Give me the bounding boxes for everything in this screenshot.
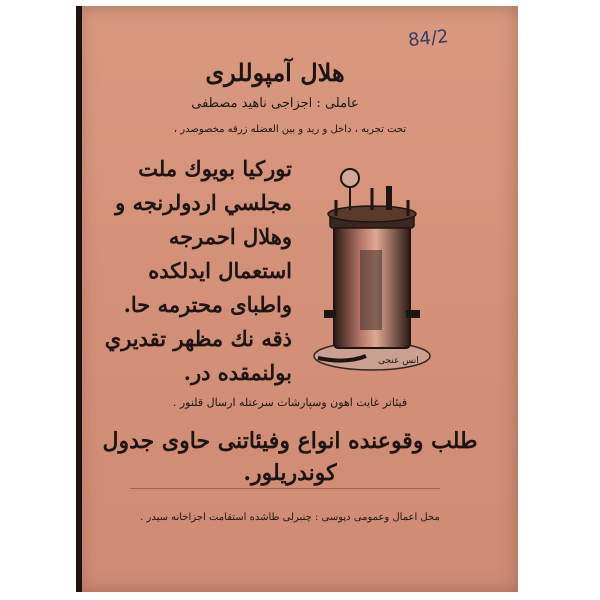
autoclave-illustration xyxy=(306,160,436,380)
tested-line: تحت تجربه ، داخل و رید و بین العضله زرقه مخصوصدر ، xyxy=(173,124,407,135)
figure-caption: انس عنجی xyxy=(378,356,419,366)
body-line-2: مجلسي اردولرنجه و xyxy=(115,190,292,215)
maker-line: عاملی : اجزاجی ناهید مصطفی xyxy=(191,96,359,111)
footer-address: محل اعمال وعمومی دپوسی : چنبرلی طاشده استقامت اجزاخانه سیدر . xyxy=(140,512,440,523)
document-title: هلال آمپوللری xyxy=(205,58,345,87)
price-note: فیئاتر غایت اهون وسپارشات سرعتله ارسال قلنور . xyxy=(172,396,408,409)
body-line-5: واطبای محترمه حا. xyxy=(123,292,292,317)
cta-line-2: كوندريلور. xyxy=(243,460,337,486)
body-line-3: وهلال احمرجه xyxy=(168,224,292,249)
body-line-6: ذقه نك مظهر تقديري xyxy=(104,326,292,351)
body-line-1: توركيا بويوك ملت xyxy=(138,156,292,181)
cta-line-1: طلب وقوعنده انواع وفیئاتنی حاوی جدول xyxy=(102,428,478,454)
body-line-4: استعمال ايدلكده xyxy=(148,258,292,283)
divider xyxy=(130,488,440,489)
binding-edge xyxy=(76,6,82,592)
handwritten-note: 84/2 xyxy=(407,26,450,52)
body-line-7: بولنمقده در. xyxy=(183,360,292,385)
